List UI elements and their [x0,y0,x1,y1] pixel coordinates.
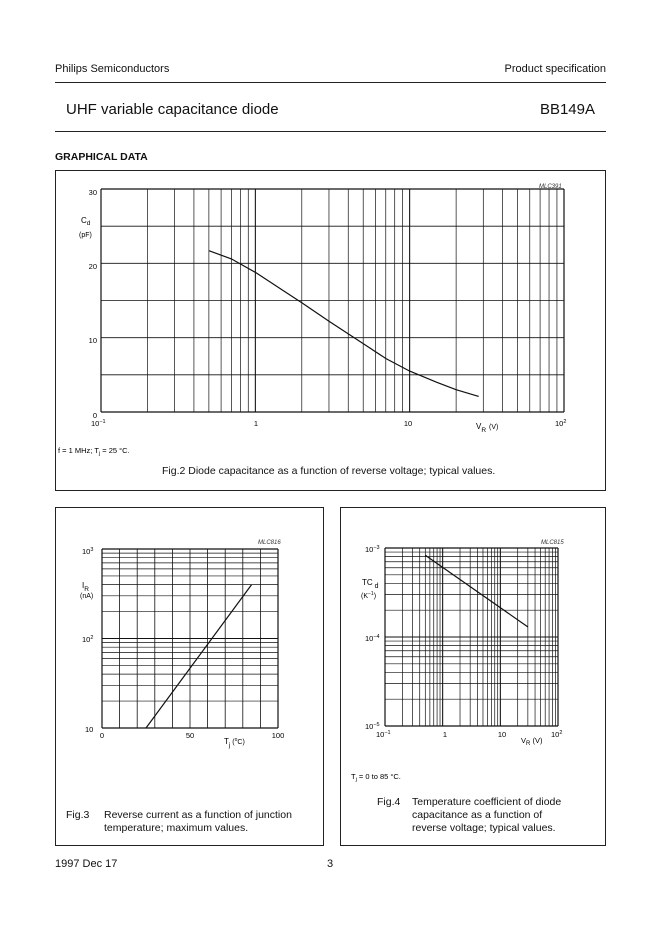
fig3-code: MLC816 [258,540,281,546]
fig3-xtick-0: 0 [99,731,105,740]
page-title: UHF variable capacitance diode [66,101,279,118]
fig2-xtick-10: 10 [403,419,413,428]
section-title: GRAPHICAL DATA [55,151,148,163]
fig3-ytick-1000: $10^3$ [82,547,94,556]
fig4-xtick-10: 10 [497,730,507,739]
fig3-ytick-10: 10 [85,725,94,734]
fig3-chart [55,507,324,846]
fig3-caption [104,809,292,835]
fig2-code: MLC391 [539,184,562,190]
fig2-ytick-10: 10 [88,336,97,345]
fig3-xtick-100: 100 [271,731,285,740]
fig4-ytick-1e-3: $10^{-3}$ [365,545,380,554]
fig3-xlabel: $T_j$ ($^o$C) [224,737,245,749]
fig2-xtick-0.1: $10^{-1}$ [91,419,106,428]
fig2-xtick-100: $10^2$ [555,419,567,428]
fig4-ylabel: TC d [362,578,379,590]
fig3-grid [102,549,278,728]
fig3-caption-line: Reverse current as a function of junction [104,809,292,821]
header-rule [55,82,606,83]
fig2-ylabel: $C_d$ [81,216,91,227]
fig2-ytick-20: 20 [88,262,97,271]
fig3-yunit: (nA) [80,593,94,600]
fig2-yunit: (pF) [79,232,92,239]
fig3-caption-line: temperature; maximum values. [104,822,249,834]
fig3-ytick-100: $10^2$ [82,635,94,644]
fig2-chart [55,170,606,491]
fig4-grid [385,548,558,726]
company-name: Philips Semiconductors [55,63,170,75]
footer-date: 1997 Dec 17 [55,858,118,870]
part-number: BB149A [539,101,595,118]
fig2-xlabel: $V_R$ (V) [476,422,499,434]
fig4-ytick-1e-5: $10^{-5}$ [365,722,380,731]
fig4-caption [412,796,561,835]
fig2-ytick-30: 30 [88,188,97,197]
fig2-conditions: f = 1 MHz; $T_j = 25$ °C. [58,446,130,457]
fig4-yunit: $(K^{-1})$ [361,591,377,600]
fig4-xtick-1: 1 [442,730,448,739]
fig3-xtick-50: 50 [185,731,195,740]
fig4-xlabel: $V_R$ (V) [521,736,543,747]
page-number: 3 [327,858,334,870]
fig4-xtick-0.1: $10^{-1}$ [376,730,391,739]
fig2-caption: Fig.2 Diode capacitance as a function of reverse voltage; typical values. [162,465,496,477]
document-type: Product specification [504,63,606,75]
fig4-caption-number: Fig.4 [377,796,401,808]
fig2-ytick-0: 0 [92,411,97,420]
fig4-caption-line: reverse voltage; typical values. [412,822,556,834]
fig2-xtick-1: 1 [253,419,259,428]
fig4-caption-line: capacitance as a function of [412,809,543,821]
fig4-conditions: $T_j = 0$ to 85 °C. [351,772,401,783]
title-rule [55,131,606,132]
fig4-caption-line: Temperature coefficient of diode [412,796,562,808]
fig4-ytick-1e-4: $10^{-4}$ [365,634,380,643]
fig4-code: MLC815 [541,540,564,546]
fig4-xtick-100: $10^2$ [551,730,563,739]
fig3-ylabel: $I_R$ [82,581,89,593]
fig3-caption-number: Fig.3 [66,809,90,821]
fig3-data-line [146,585,252,728]
fig4-data-line [425,555,528,627]
fig2-grid [101,189,564,412]
